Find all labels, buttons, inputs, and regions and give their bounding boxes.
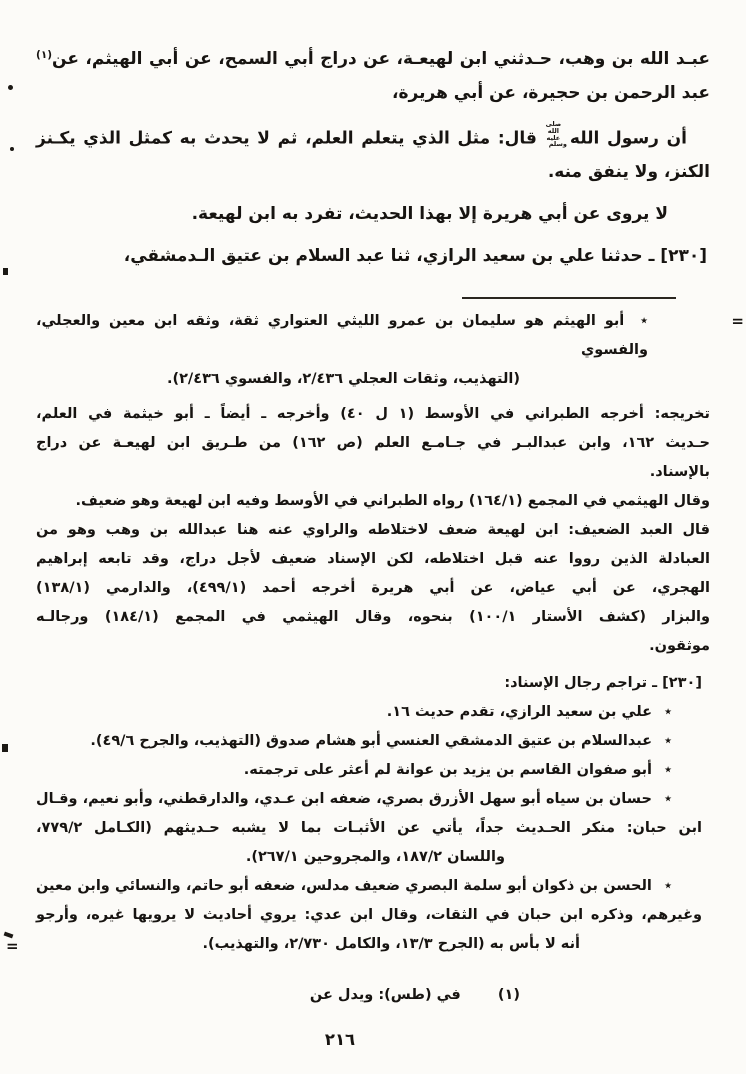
- isnad-text-1: عبـد الله بن وهب، حـدثني ابن لهيعـة، عن دراج أبي السمح، عن أبي الهيثم، عن: [52, 49, 710, 69]
- apparatus-note-1: [36, 981, 710, 1010]
- footnote-reference-1: (١): [36, 49, 53, 61]
- narrator-item-4-line-2: ابن حبان: منكر الحـديث جداً، يأتي عن الأثبـات بما لا يشبه حـديثهم (الكـامل ٧٧٩/٢،: [36, 820, 702, 837]
- apparatus-note-text: في (طس): ويدل عن: [309, 987, 461, 1004]
- scan-speck: [8, 85, 13, 90]
- takhrij-line-1: تخريجه: أخرجه الطبراني في الأوسط (١ ل ٤٠) وأخرجه ـ أيضاً ـ أبو خيثمة في العلم،: [36, 406, 711, 423]
- scan-speck: [3, 268, 8, 275]
- page-number: ٢١٦: [324, 1030, 356, 1050]
- continuation-mark-left: =: [6, 937, 19, 956]
- author-comment-line-3: الهجري، عن أبي عياض، عن أبي هريرة أخرجه أحمد (٤٩٩/١)، والدارمي (١٣٨/١): [36, 580, 710, 597]
- star-bullet: ٭: [664, 878, 672, 895]
- isnad-line-2: عبد الرحمن بن حجيرة، عن أبي هريرة،: [392, 83, 710, 103]
- isnad-line-1: [36, 38, 710, 76]
- takhrij-line-3: بالإسناد.: [649, 464, 710, 481]
- hadith-post: قال: مثل الذي يتعلم العلم، ثم لا يحدث به كمثل الذي يكـنز: [36, 128, 537, 149]
- star-bullet: ٭: [664, 704, 672, 721]
- star-bullet: ٭: [664, 733, 672, 750]
- footnote-separator-rule: [462, 297, 676, 299]
- page-number-row: [36, 1030, 710, 1049]
- footnote-prev-line-1: = ٭ أبو الهيثم هو سليمان بن عمرو الليثي العتواري ثقة، وثقه ابن معين والعجلي، والفسوي: [36, 307, 710, 365]
- scan-speck: [2, 744, 8, 752]
- narrator-item-5-line-3: = أنه لا بأس به (الجرح ١٣/٣، والكامل ٢/٧٣٠، والتهذيب).: [36, 930, 710, 959]
- narrator-item-1: ٭ علي بن سعيد الرازي، تقدم حديث ١٦.: [386, 704, 672, 721]
- apparatus-note-marker: (١): [497, 987, 520, 1004]
- text-block: [6, 0, 744, 1050]
- hadith-entry-230: [٢٣٠] ـ حدثنا علي بن سعيد الرازي، ثنا عبد السلام بن عتيق الـدمشقي،: [123, 246, 707, 267]
- star-bullet: ٭: [664, 791, 672, 808]
- salawat-mark: صلى الله عليه وسلم: [545, 120, 567, 149]
- hadith-line-1: [36, 121, 710, 155]
- narrator-item-5-line-2: وغيرهم، وذكره ابن حبان في الثقات، وقال ابن عدي: يروي أحاديث لا يرويها غيره، وأرجو: [36, 907, 702, 924]
- author-comment-line-1: قال العبد الضعيف: ابن لهيعة ضعف لاختلاطه والراوي عنه هنا عبدالله بن وهب وهو من: [36, 522, 710, 539]
- scan-speck: [10, 147, 14, 151]
- author-comment-line-5: موثقون.: [649, 638, 710, 655]
- star-bullet: ٭: [640, 313, 648, 330]
- narrator-item-2: ٭ عبدالسلام بن عتيق الدمشقي العنسي أبو هشام صدوق (التهذيب، والجرح ٤٩/٦).: [90, 733, 672, 750]
- continuation-mark-right: =: [731, 312, 744, 331]
- narrator-item-5-line-1: ٭ الحسن بن ذكوان أبو سلمة البصري ضعيف مدلس، ضعفه أبو حاتم، والنسائي وابن معين: [36, 878, 672, 895]
- author-comment-line-4: والبزار (كشف الأستار ١٠٠/١) بنحوه، وقال الهيثمي في المجمع (١٨٤/١) ورجالـه: [36, 609, 711, 626]
- hadith-line-2: الكنز، ولا ينفق منه.: [547, 162, 710, 183]
- narrator-item-3: ٭ أبو صفوان القاسم بن يزيد بن عوانة لم أعثر على ترجمته.: [243, 762, 672, 779]
- author-comment-line-2: العبادلة الذين رووا عنه قبل اختلاطه، لكن الإسناد ضعيف لأجل دراج، وقد تابعه إبراهيم: [36, 551, 710, 568]
- narrator-item-4-line-3: واللسان ١٨٧/٢، والمجروحين ٢٦٧/١).: [245, 849, 505, 866]
- takhrij-line-2: حـديث ١٦٢، وابن عبدالبـر في جـامـع العلم (ص ١٦٢) من طـريق ابن لهيعـة عن دراج: [36, 435, 711, 452]
- grading-line: لا يروى عن أبي هريرة إلا بهذا الحديث، تفرد به ابن لهيعة.: [191, 204, 668, 225]
- narrator-item-4-line-1: ٭ حسان بن سياه أبو سهل الأزرق بصري، ضعفه ابن عـدي، والدارقطني، وأبو نعيم، وقـال: [36, 791, 672, 808]
- note-230-heading: [٢٣٠] ـ تراجم رجال الإسناد:: [504, 675, 702, 692]
- footnote-prev-line-2: (التهذيب، وثقات العجلي ٢/٤٣٦، والفسوي ٢/٤٣٦).: [166, 371, 520, 388]
- hadith-pre: أن رسول الله: [569, 128, 687, 149]
- haythami-line: وقال الهيثمي في المجمع (١٦٤/١) رواه الطبراني في الأوسط وفيه ابن لهيعة وهو ضعيف.: [75, 493, 710, 510]
- star-bullet: ٭: [664, 762, 672, 779]
